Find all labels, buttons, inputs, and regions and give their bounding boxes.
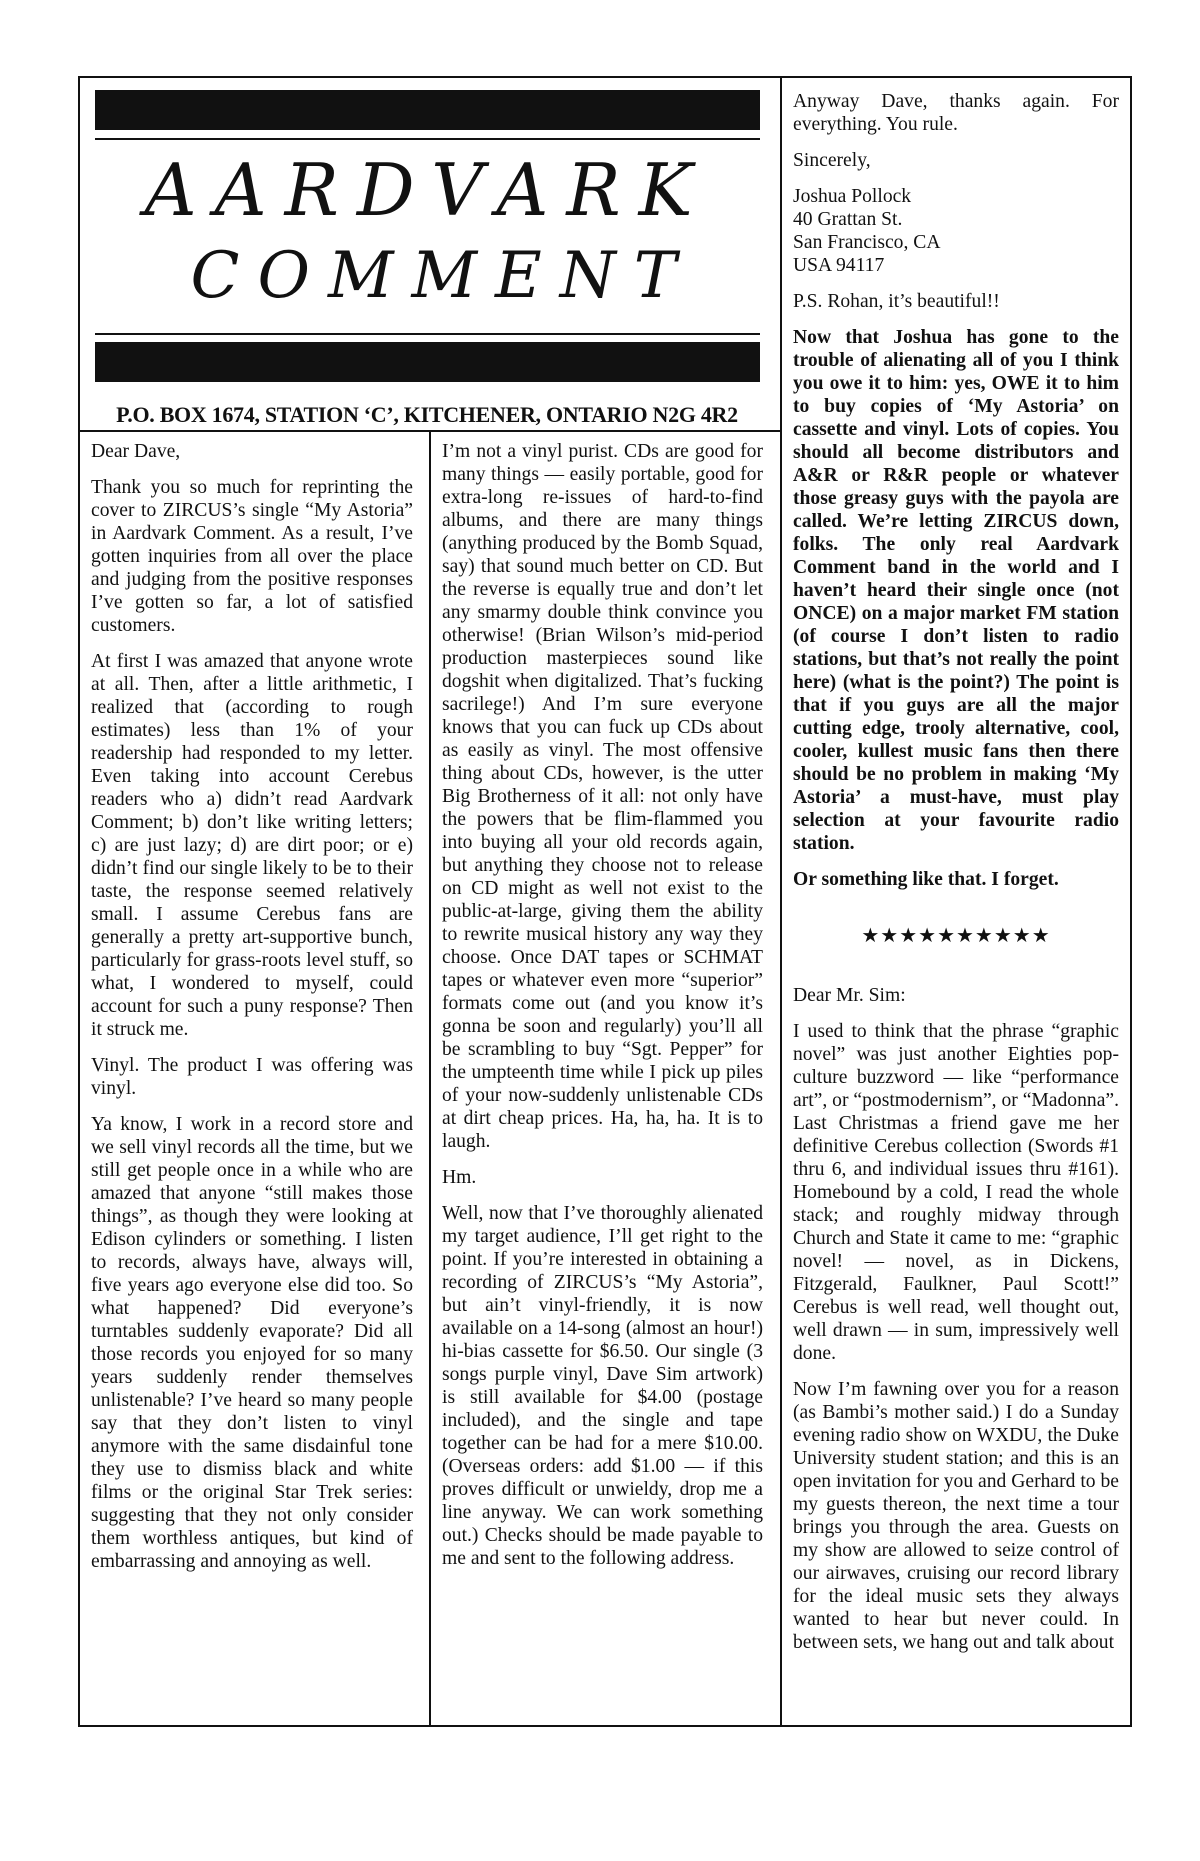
closing: Sincerely, <box>793 150 871 171</box>
masthead-top-thin-rule <box>95 138 760 140</box>
masthead-bottom-thin-rule <box>95 333 760 335</box>
letter-paragraph: Hm. <box>442 1167 477 1188</box>
masthead-title-line1: AARDVARK <box>144 148 711 232</box>
masthead-top-bar <box>95 90 760 130</box>
letter-paragraph: Ya know, I work in a record store and we sell vinyl records all the time, but we still get people once in a while who are amazed that anyone “still makes those things”, as though they were looking at Edison cylinders or something. I listen to records, always have, always will, five years ago everyone else did too. So what happened? Did everyone’s turntables suddenly evaporate? Did all those records you enjoyed for so many years suddenly render themselves unlistenable? I’ve heard so many people say that they don’t listen to vinyl anymore with the same disdainful tone they use to dismiss black and white films or the original Star Trek series: suggesting that they not only consider them worthless antiques, but kind of embarrassing and annoying as well. <box>91 1114 413 1572</box>
letter-paragraph: I’m not a vinyl purist. CDs are good for many things — easily portable, good for extra-long re-issues of hard-to-find albums, and there are many things (anything produced by the Bomb Squad, say) that sound much better on CD. But the reverse is equally true and don’t let any smarmy double think convince you otherwise! (Brian Wilson’s mid-period production masterpieces sound like dogshit when digitalized. That’s fucking sacrilege!) And I’m sure everyone knows that you can fuck up CDs about as easily as vinyl. The most offensive thing about CDs, however, is the utter Big Brotherness of it all: not only have the powers that be flim-flammed you into buying all your old records again, but anything they choose not to release on CD might as well not exist to the public-at-large, giving them the ability to rewrite musical history any way they choose. Once DAT tapes or SCHMAT tapes or whatever even more “superior” formats come out (and you know it’s gonna be soon and regularly) you’ll all be scrambling to buy “Sgt. Pepper” for the umpteenth time while I pick up piles of your now-suddenly unlistenable CDs at dirt cheap prices. Ha, ha, ha. It is to laugh. <box>442 441 763 1152</box>
letter-paragraph: Now I’m fawning over you for a reason (as Bambi’s mother said.) I do a Sunday evening radio show on WXDU, the Duke University student station; and this is an open invitation for you and Gerhard to be my guests thereon, the next time a tour brings you through the area. Guests on my show are allowed to seize control of our airwaves, cruising our record library for the ideal music sets they always wanted to hear but never could. In between sets, we hang out and talk about <box>793 1379 1119 1653</box>
signature-country: USA 94117 <box>793 255 885 276</box>
letter-paragraph: At first I was amazed that anyone wrote at all. Then, after a little arithmetic, I realized that (according to rough estimates) less than 1% of your readership had responded to my letter. Even taking into account Cerebus readers who a) didn’t read Aardvark Comment; b) don’t like writing letters; c) are just lazy; d) are dirt poor; or e) didn’t find our single likely to be to their taste, the response seemed relatively small. I assume Cerebus fans are generally a pretty art-supportive bunch, particularly for grass-roots level stuff, so what, I wondered to myself, could account for such a puny response? Then it struck me. <box>91 651 413 1040</box>
editor-reply-closing: Or something like that. I forget. <box>793 869 1059 890</box>
column-3 <box>793 90 1119 1667</box>
letter-paragraph: Well, now that I’ve thoroughly alienated my target audience, I’ll get right to the point. If you’re interested in obtaining a recording of ZIRCUS’s “My Astoria”, but ain’t vinyl-friendly, it is now available on a 14-song (almost an hour!) hi-bias cassette for $6.50. Our single (3 songs purple vinyl, Dave Sim artwork) is still available for $4.00 (postage included), and the single and tape together can be had for a mere $10.00. (Overseas orders: add $1.00 — if this proves difficult or unwieldy, drop me a line anyway. We can work something out.) Checks should be made payable to me and sent to the following address. <box>442 1203 763 1569</box>
editor-reply: Now that Joshua has gone to the trouble of alienating all of you I think you owe it to him: yes, OWE it to him to buy copies of ‘My Astoria’ on cassette and vinyl. Lots of copies. You should all become distributors and A&R or R&R people or whatever those greasy guys with the payola are called. We’re letting ZIRCUS down, folks. The only real Aardvark Comment band in the world and I haven’t heard their single once (not ONCE) on a major market FM station (of course I don’t listen to radio stations, but that’s not really the point here) (what is the point?) The point is that if you guys are all the major cutting edge, trooly alternative, cool, cooler, kullest music fans then there should be no problem in making ‘My Astoria’ a must-have, must play selection at your favourite radio station. <box>793 327 1119 854</box>
column-2 <box>442 440 763 1583</box>
column-1 <box>91 440 413 1586</box>
letter-paragraph: Anyway Dave, thanks again. For everything. You rule. <box>793 91 1119 135</box>
signature-street: 40 Grattan St. <box>793 209 903 230</box>
signature-block <box>793 185 1119 277</box>
masthead-bottom-bar <box>95 342 760 382</box>
letter-paragraph: I used to think that the phrase “graphic novel” was just another Eighties pop-culture buzzword — like “performance art”, or “postmodernism”, or “Madonna”. Last Christmas a friend gave me her definitive Cerebus collection (Swords #1 thru 6, and individual issues thru #161). Homebound by a cold, I read the whole stack; and roughly midway through Church and State it came to me: “graphic novel! — novel, as in Dickens, Fitzgerald, Faulkner, Paul Scott!” Cerebus is well read, well thought out, well drawn — in sum, impressively well done. <box>793 1021 1119 1364</box>
right-column-divider <box>780 76 782 1727</box>
letter-paragraph: Thank you so much for reprinting the cover to ZIRCUS’s single “My Astoria” in Aardvark Comment. As a result, I’ve gotten inquiries from all over the place and judging from the positive responses I’ve gotten so far, a lot of satisfied customers. <box>91 477 413 636</box>
salutation: Dear Mr. Sim: <box>793 985 906 1006</box>
mailing-address: P.O. BOX 1674, STATION ‘C’, KITCHENER, ONTARIO N2G 4R2 <box>116 402 738 427</box>
masthead-title-line2: COMMENT <box>190 239 695 313</box>
signature-city: San Francisco, CA <box>793 232 941 253</box>
letter-paragraph: Vinyl. The product I was offering was vinyl. <box>91 1055 413 1099</box>
star-separator: ★★★★★★★★★★ <box>861 925 1051 947</box>
postscript: P.S. Rohan, it’s beautiful!! <box>793 291 1000 312</box>
col1-divider <box>429 430 431 1727</box>
signature-name: Joshua Pollock <box>793 186 912 207</box>
salutation: Dear Dave, <box>91 441 181 462</box>
